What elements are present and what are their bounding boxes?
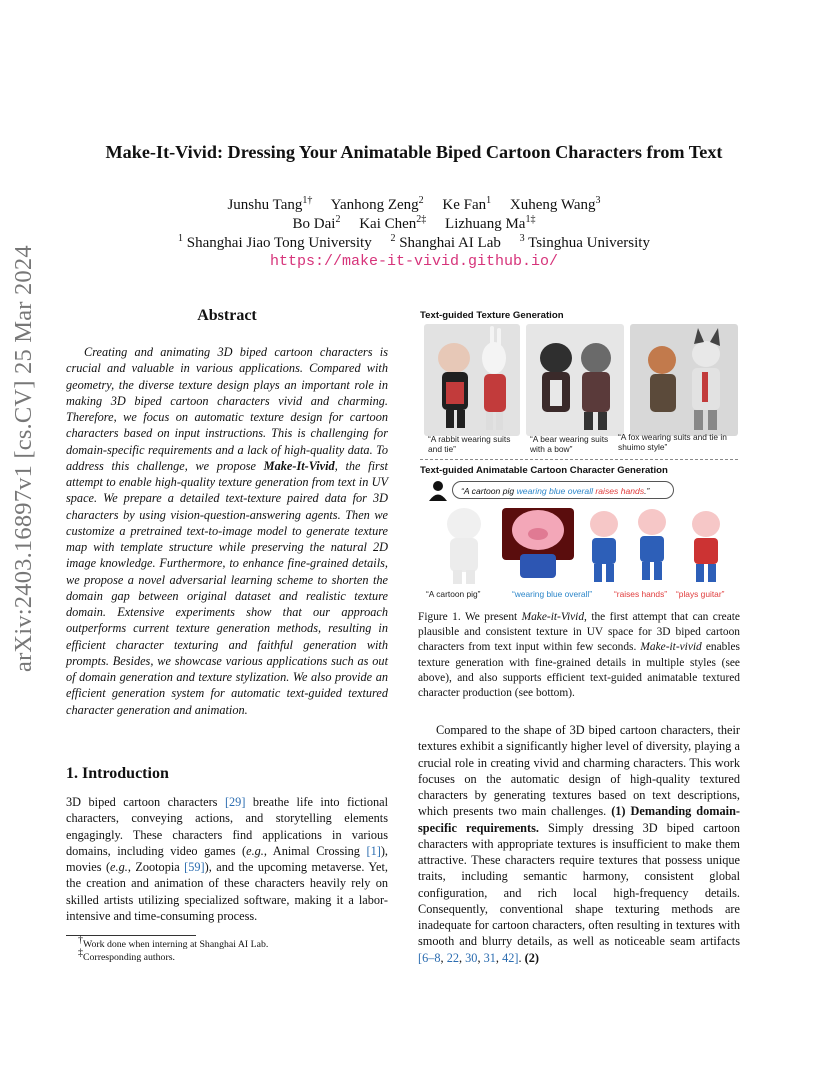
- caption-fox: “A fox wearing suits and tie in shuimo style”: [618, 432, 727, 452]
- author: Ke Fan$^1$: [442, 195, 492, 213]
- citation-link[interactable]: 42]: [502, 950, 519, 965]
- right-column-paragraph: Compared to the shape of 3D biped cartoon characters, their textures exhibit a significantly higher level of diversity, playing a crucial role in creating vivid and charming characters. This work focuses on the automatic design of high-quality textured characters by generating textures based on text descriptions, which presents two main challenges. (1) Demanding domain-specific requirements. Simply dressing 3D biped cartoon characters with appropriate textures is insufficient to make them attractive. These characters require textures that possess unique traits, including semantic harmony, consistent global configuration, and rich local high-frequency details. Consequently, conventional shape texturing methods are inadequate for cartoon characters, often resulting in textures with smooth and blurry details, as well as noticeable seam artifacts [6–8, 22, 30, 31, 42]. (2): [418, 723, 740, 965]
- author: Lizhuang $Ma^{1\ddagger}$: [445, 214, 536, 232]
- citation-link[interactable]: [29]: [224, 795, 246, 809]
- footnote: †Work done when interning at Shanghai AI Lab.: [78, 934, 269, 950]
- author: Bo Dai$^2$: [292, 214, 341, 232]
- project-url-link[interactable]: https://make-it-vivid.github.io/: [269, 253, 559, 270]
- affiliations: [0, 233, 828, 254]
- rabbit-render: [424, 324, 520, 436]
- affiliation: $^3$ Tsinghua University: [519, 233, 650, 251]
- label-plays-guitar: “plays guitar”: [676, 589, 725, 599]
- citation-link[interactable]: [1]: [366, 843, 381, 858]
- figure-heading-top: Text-guided Texture Generation: [420, 310, 564, 321]
- pig-renders: [424, 502, 738, 586]
- author: Yanhong Zeng$^2$: [330, 195, 424, 213]
- citation-link[interactable]: 22: [446, 950, 459, 965]
- abstract-text: Creating and animating 3D biped cartoon characters is crucial and valuable in various applications. Compared with geometry, the diverse texture design plays an important role in making 3D biped cartoon characters vivid and charming. Therefore, we focus on automatic texture design for cartoon characters based on input instructions. This is challenging for domain-specific requirements and a lack of high-quality data. To address this challenge, we propose Make-It-Vivid, the first attempt to enable high-quality texture generation from text in UV space. We prepare a detailed text-texture paired data for 3D characters by using vision-question-answering agents. Then we customize a pretrained text-to-image model to generate texture map with template structure while preserving the natural 2D image knowledge. Furthermore, to enhance fine-grained details, we propose a novel adversarial learning scheme to shorten the domain gap between original dataset and realistic texture domain. Extensive experiments show that our approach outperforms current texture generation methods, resulting in efficient character texturing and faithful generation with prompts. Besides, we showcase various applications such as out of domain generation and texture stylization. We also provide an efficient generation system for automatic text-guided textured character generation and animation.: [66, 345, 388, 717]
- figure-caption: Figure 1. We present Make-it-Vivid, the first attempt that can create plausible and consistent texture in UV space for 3D biped cartoon characters from text input within few seconds. Make-it-vivid enables texture generation with fine-grained details in multiple styles (see above), and also supports efficient text-guided animatable textured character production (see bottom).: [418, 611, 740, 700]
- citation-link[interactable]: [59]: [184, 860, 205, 874]
- figure-1: [418, 306, 740, 602]
- footnote-divider: [66, 935, 196, 936]
- citation-link[interactable]: [6–8: [418, 950, 441, 965]
- user-icon: [428, 480, 448, 502]
- affiliation: $^2$ Shanghai AI Lab: [390, 233, 501, 251]
- author: Kai Chen$^{2\ddagger}$: [359, 214, 427, 232]
- arxiv-stamp: arXiv:2403.16897v1 [cs.CV] 25 Mar 2024: [10, 245, 37, 672]
- bear-render: [526, 324, 624, 436]
- fox-render: [630, 324, 738, 436]
- label-blue-overall: “wearing blue overall”: [512, 589, 593, 599]
- caption-bear: “A bear wearing suits with a bow”: [530, 434, 609, 454]
- abstract-heading: Abstract: [197, 307, 257, 324]
- intro-paragraph: 3D biped cartoon characters [29] breathe life into fictional characters, conveying actions, and storytelling elements engagingly. These characters find applications in various domains, including video games (e.g., Animal Crossing [1]), movies (e.g., Zootopia [59]), and the upcoming metaverse. Yet, the creation and animation of these characters heavily rely on skilled artists utilizing specialized software, making it a labor-intensive and time-consuming process.: [66, 795, 388, 923]
- citation-link[interactable]: 31: [483, 950, 496, 965]
- footnote: ‡Corresponding authors.: [78, 947, 175, 963]
- author-line-1: [0, 195, 828, 216]
- section-heading-introduction: 1. Introduction: [66, 765, 169, 782]
- author-line-2: [0, 214, 828, 235]
- caption-rabbit: “A rabbit wearing suits and tie”: [428, 434, 511, 454]
- citation-link[interactable]: 30: [465, 950, 478, 965]
- label-raises-hands: “raises hands”: [614, 589, 668, 599]
- label-cartoon-pig: “A cartoon pig”: [426, 589, 481, 599]
- prompt-bubble: “A cartoon pig wearing blue overall raises hands.”: [452, 481, 674, 499]
- author: Xuheng Wang$^3$: [509, 195, 601, 213]
- author: Junshu Tang$^{1\dagger}$: [227, 195, 313, 213]
- figure-heading-bottom: Text-guided Animatable Cartoon Character Generation: [420, 465, 668, 476]
- figure-divider: [420, 459, 738, 460]
- method-name: Make-It-Vivid: [263, 458, 335, 473]
- affiliation: $^1$ Shanghai Jiao Tong University: [178, 233, 372, 251]
- paper-title: Make-It-Vivid: Dressing Your Animatable Biped Cartoon Characters from Text: [105, 142, 723, 162]
